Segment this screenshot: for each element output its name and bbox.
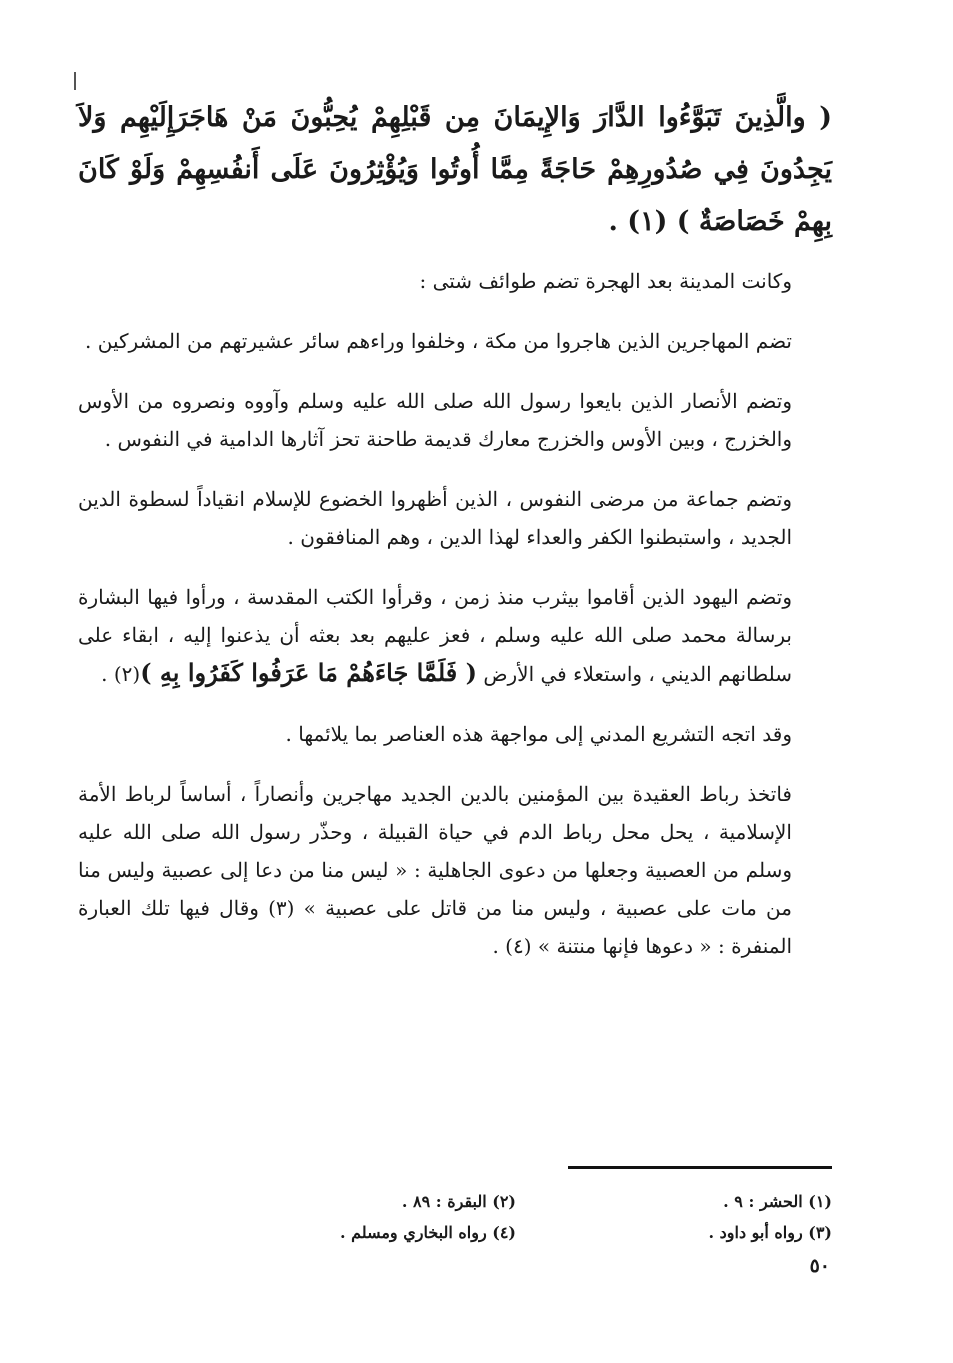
page-body <box>78 92 832 987</box>
paragraph-ansar: وتضم الأنصار الذين بايعوا رسول الله صلى الله عليه وسلم وآووه ونصروه من الأوس والخزرج ، وبين الأوس والخزرج معارك قديمة طاحنة تحز آثارها الدامية في النفوس . <box>78 389 792 451</box>
footnote-1: (١) الحشر : ٩ . <box>723 1192 832 1211</box>
paragraph-jews <box>78 578 832 693</box>
footnote-row <box>200 1186 832 1217</box>
quran-verse-inline: ( فَلَمَّا جَاءَهُمْ مَا عَرَفُوا كَفَرُوا بِهِ ) <box>140 658 477 687</box>
paragraph-jews-text: وتضم اليهود الذين أقاموا بيثرب منذ زمن ، وقرأوا الكتب المقدسة ، ورأوا فيها البشارة برسالة محمد صلى الله عليه وسلم ، فعز عليهم بعد بعثه أن يذعنوا إليه ، ابقاء على سلطانهم الديني ، واستعلاء في الأرض <box>78 585 792 686</box>
paragraph-legislation: وقد اتجه التشريع المدني إلى مواجهة هذه العناصر بما يلائمها . <box>285 722 792 746</box>
quran-verse-intro: ( والَّذِينَ تَبَوَّءُوا الدَّارَ وَالإِيمَانَ مِن قَبْلِهِمْ يُحِبُّونَ مَنْ هَاجَرَإِلَيْهِم وَلاَ يَجِدُونَ فِي صُدُورِهِمْ حَاجَةً مِمَّا أُوتُوا وَيُؤْثِرُونَ عَلَى أَنفُسِهِمْ وَلَوْ كَانَ بِهِمْ خَصَاصَةٌ ) (١) . <box>78 102 832 237</box>
page-number: ٥٠ <box>809 1255 830 1277</box>
footnote-3: (٣) رواه أبو داود . <box>708 1223 832 1242</box>
footnote-2: (٢) البقرة : ٨٩ . <box>401 1192 516 1211</box>
footnotes <box>200 1186 832 1248</box>
paragraph-medina-groups: وكانت المدينة بعد الهجرة تضم طوائف شتى : <box>419 269 792 293</box>
paragraph-munafiqun: وتضم جماعة من مرضى النفوس ، الذين أظهروا الخضوع للإسلام انقياداً لسطوة الدين الجديد ، واستبطنوا الكفر والعداء لهذا الدين ، وهم المنافقون . <box>78 487 792 549</box>
paragraph-muhajirun: تضم المهاجرين الذين هاجروا من مكة ، وخلفوا وراءهم سائر عشيرتهم من المشركين . <box>85 329 792 353</box>
footnote-4: (٤) رواه البخاري ومسلم . <box>340 1223 516 1242</box>
margin-tick <box>74 72 76 90</box>
footnote-ref-2: (٢) . <box>101 662 141 686</box>
footnote-row <box>200 1217 832 1248</box>
paragraph-aqida-bond: فاتخذ رباط العقيدة بين المؤمنين بالدين الجديد مهاجرين وأنصاراً ، أساساً لرباط الأمة الإسلامية ، يحل محل رباط الدم في حياة القبيلة ، وحذّر رسول الله صلى الله عليه وسلم من العصبية وجعلها من دعوى الجاهلية : « ليس منا من دعا إلى عصبية وليس منا من مات على عصبية ، وليس منا من قاتل على عصبية » (٣) وقال فيها تلك العبارة المنفرة : « دعوها فإنها منتنة » (٤) . <box>78 782 792 958</box>
footnote-divider <box>568 1166 832 1169</box>
